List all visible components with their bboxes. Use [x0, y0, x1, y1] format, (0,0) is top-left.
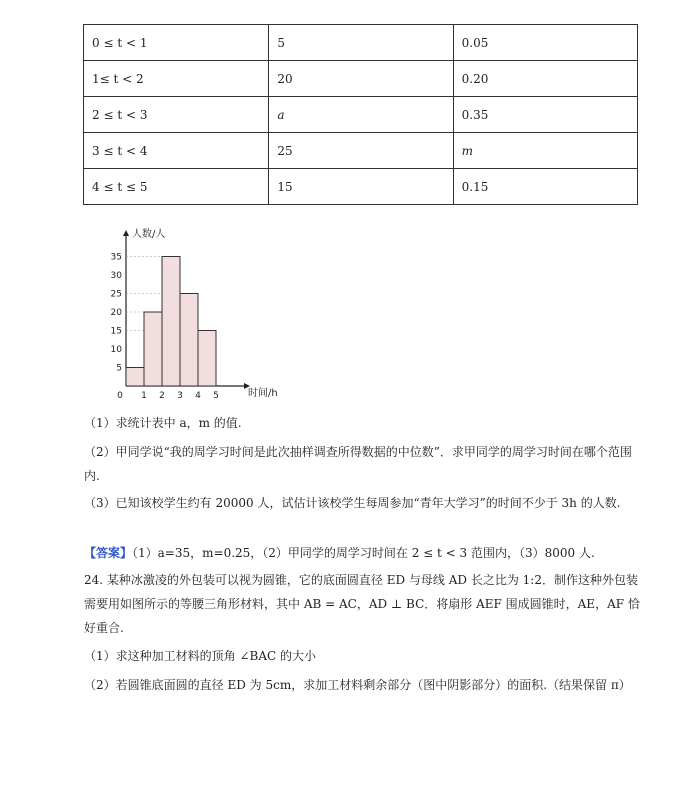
- table-cell-interval: 0 ≤ t < 1: [84, 25, 269, 61]
- x-tick-label: 4: [195, 391, 201, 401]
- table-cell-count: a: [269, 97, 453, 133]
- y-tick-label: 30: [110, 271, 122, 281]
- bar-1-2: [144, 312, 162, 386]
- answer-tag: 【答案】: [84, 546, 133, 560]
- table-row: [84, 61, 638, 97]
- question-2: （2）甲同学说“我的周学习时间是此次抽样调查所得数据的中位数”．求甲同学的周学习时间在哪个范围内.: [84, 445, 632, 483]
- table-cell-interval: 4 ≤ t ≤ 5: [84, 169, 269, 205]
- table-cell-freq: 0.35: [453, 97, 637, 133]
- y-tick-label: 5: [116, 363, 122, 374]
- answer-line: [84, 545, 644, 562]
- table-cell-freq: 0.05: [453, 25, 637, 61]
- y-tick-label: 10: [110, 345, 122, 355]
- bar-0-1: [126, 368, 144, 387]
- y-tick-label: 35: [110, 252, 122, 263]
- problem-24-part1: （1）求这种加工材料的顶角 ∠BAC 的大小: [84, 649, 316, 663]
- question-3: （3）已知该校学生约有 20000 人，试估计该校学生每周参加“青年大学习”的时间不少于 3h 的人数.: [84, 496, 621, 510]
- problem-24-part2: （2）若圆锥底面圆的直径 ED 为 5cm，求加工材料剩余部分（图中阴影部分）的面积.（结果保留 π）: [84, 678, 631, 692]
- bar-2-3: [162, 257, 180, 387]
- problem-24-stem: 24. 某种冰激凌的外包装可以视为圆锥，它的底面圆直径 ED 与母线 AD 长之比为 1:2．制作这种外包装需要用如图所示的等腰三角形材料，其中 AB = AC，AD ⊥ BC．将扇形 AEF 围成圆锥时，AE，AF 恰好重合.: [84, 573, 640, 635]
- y-tick-label: 25: [110, 289, 122, 300]
- histogram: [108, 226, 308, 404]
- answer-text: （1）a=35，m=0.25，（2）甲同学的周学习时间在 2 ≤ t < 3 范围内，（3）8000 人.: [132, 546, 595, 560]
- table-cell-count: 20: [269, 61, 453, 97]
- table-row: [84, 97, 638, 133]
- question-1: （1）求统计表中 a，m 的值.: [84, 416, 242, 430]
- table-cell-interval: 1≤ t < 2: [84, 61, 269, 97]
- x-axis-label: 时间/h: [248, 388, 278, 399]
- bar-3-4: [180, 294, 198, 387]
- y-axis-label: 人数/人: [132, 229, 166, 240]
- y-tick-label: 20: [110, 308, 122, 318]
- table-row: [84, 133, 638, 169]
- x-tick-label: 5: [213, 391, 219, 401]
- table-cell-freq: m: [453, 133, 637, 169]
- y-axis-arrow: [123, 230, 129, 236]
- table-row: [84, 25, 638, 61]
- bar-4-5: [198, 331, 216, 387]
- frequency-table: [83, 24, 638, 205]
- table-row: [84, 169, 638, 205]
- y-tick-label: 15: [110, 326, 122, 337]
- table-cell-freq: 0.15: [453, 169, 637, 205]
- x-tick-label: 0: [117, 391, 123, 401]
- x-tick-label: 2: [159, 391, 165, 401]
- table-cell-freq: 0.20: [453, 61, 637, 97]
- table-cell-count: 5: [269, 25, 453, 61]
- table-cell-interval: 2 ≤ t < 3: [84, 97, 269, 133]
- table-cell-count: 15: [269, 169, 453, 205]
- x-tick-label: 1: [141, 391, 147, 401]
- table-cell-count: 25: [269, 133, 453, 169]
- table-cell-interval: 3 ≤ t < 4: [84, 133, 269, 169]
- x-tick-label: 3: [177, 391, 183, 401]
